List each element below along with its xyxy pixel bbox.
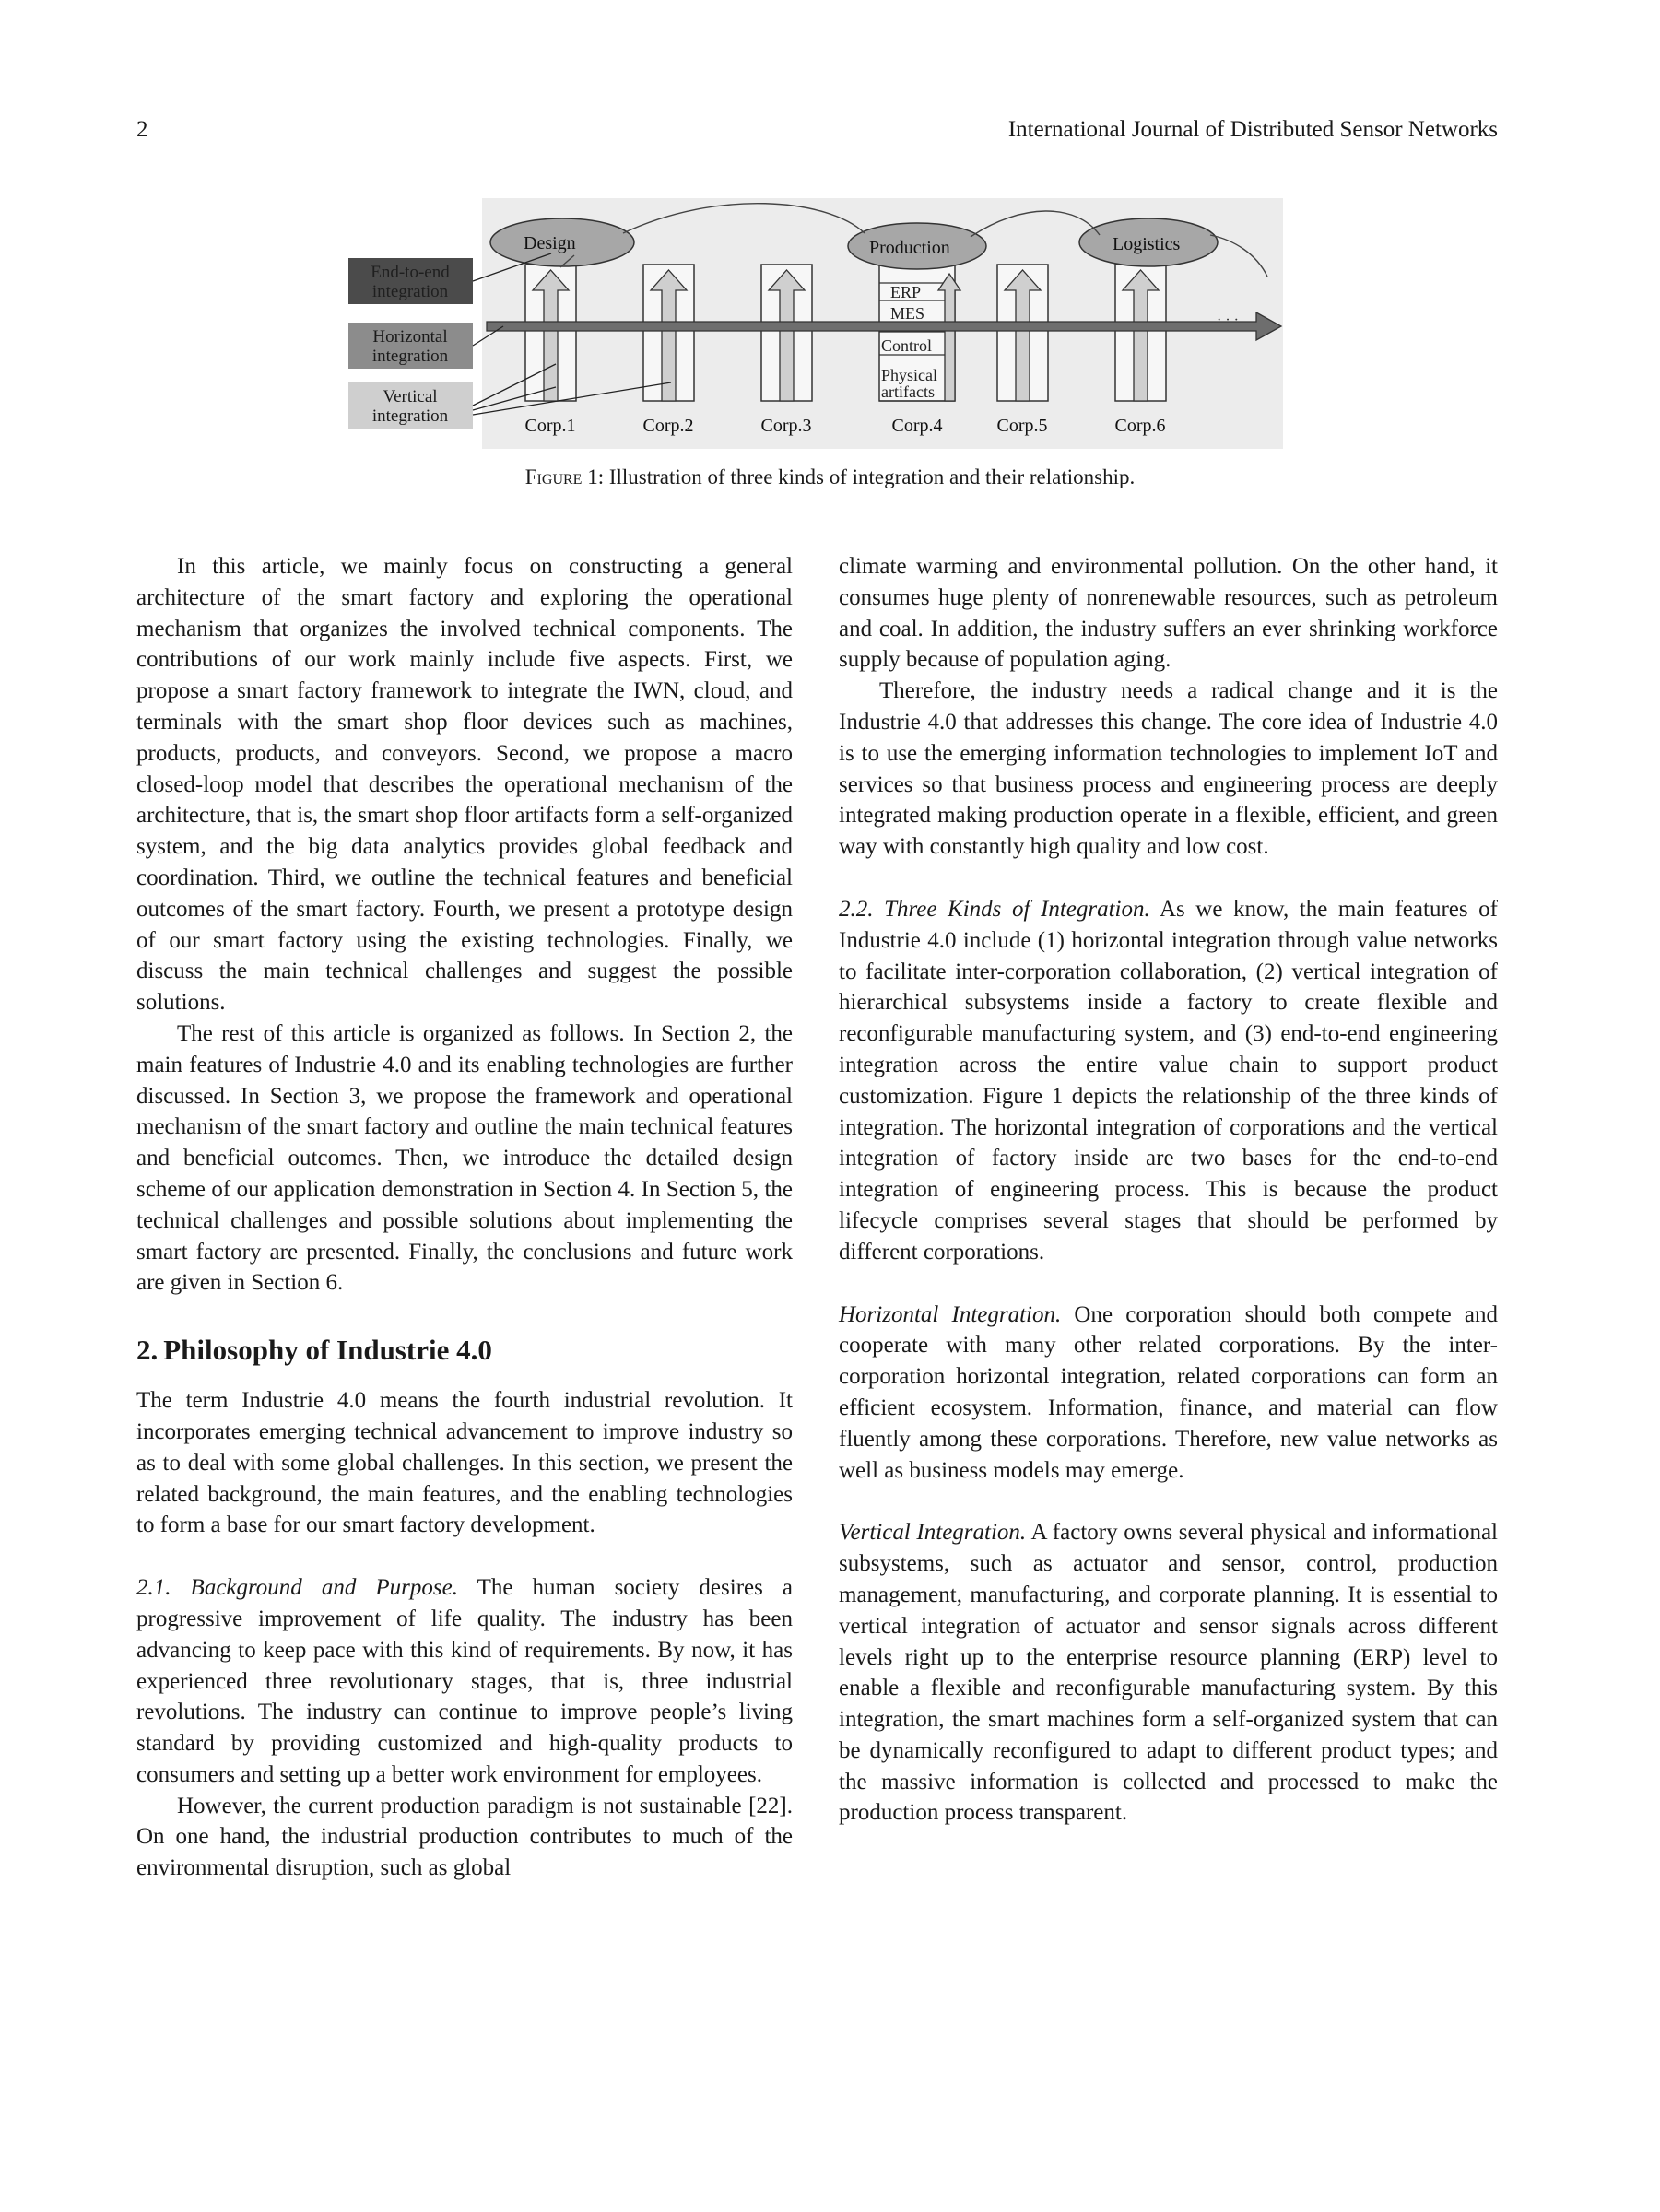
horizontal-label-line1: Horizontal	[372, 327, 448, 347]
continuation-ellipsis: · · ·	[1217, 312, 1239, 328]
section-2-heading	[136, 1334, 793, 1367]
figure-caption-label: Figure 1:	[524, 465, 605, 488]
left-column	[136, 551, 793, 1884]
stage-label-design: Design	[524, 233, 576, 253]
vertical-integration-paragraph	[839, 1517, 1498, 1829]
vertical-label-line2: integration	[371, 406, 449, 426]
layer-label-artifacts: artifacts	[881, 382, 935, 401]
left-paragraph-5: However, the current production paradigm is not sustainable [22]. On one hand, the industrial production contributes to much of the environmental disruption, such as global	[136, 1793, 793, 1881]
subsection-2-1-text: The human society desires a progressive improvement of life quality. The industry has been advancing to keep pace with this kind of requirements. By now, it has experienced three revolutionary stages, that is, three industrial revolutions. The industry can continue to improve people’s living standard by providing customized and high-quality products to consumers and setting up a better work environment for employees.	[136, 1575, 793, 1787]
corp-label-5: Corp.5	[996, 416, 1048, 436]
section-2-title: Philosophy of Industrie 4.0	[163, 1334, 492, 1367]
vertical-integration-text: A factory owns several physical and informational subsystems, such as actuator and sensor, control, production management, manufacturing, and corporate planning. It is essential to vertical integration of actuator and sensor signals across different levels right up to the enterprise resource planning (ERP) level to enable a flexible and reconfigurable manufacturing system. By this integration, the smart machines form a self-organized system that can be dynamically reconfigured to adapt to different product types; and the massive information is collected and processed to make the production process transparent.	[839, 1520, 1498, 1826]
end-to-end-label-line2: integration	[371, 282, 449, 301]
figure-1-diagram	[348, 198, 1283, 449]
layer-label-mes: MES	[890, 304, 925, 323]
right-paragraph-2: Therefore, the industry needs a radical change and it is the Industrie 4.0 that addresses this change. The core idea of Industrie 4.0 is to use the emerging information technologies to implement IoT and services so that business process and engineering process are deeply integrated making production operate in a flexible, efficient, and green way with constantly high quality and low cost.	[839, 678, 1498, 860]
corp-label-6: Corp.6	[1114, 416, 1166, 436]
right-paragraph-1: climate warming and environmental pollution. On the other hand, it consumes huge plenty of nonrenewable resources, such as petroleum and coal. In addition, the industry suffers an ever shrinking workforce supply because of population aging.	[839, 554, 1498, 673]
horizontal-integration-heading: Horizontal Integration.	[839, 1301, 1062, 1327]
layer-label-control: Control	[881, 336, 933, 355]
left-paragraph-2: The rest of this article is organized as follows. In Section 2, the main features of Industrie 4.0 and its enabling technologies are further discussed. In Section 3, we propose the framework and operational mechanism of the smart factory and outline the main technical features and beneficial outcomes. Then, we introduce the detailed design scheme of our application demonstration in Section 4. In Section 5, the technical challenges and possible solutions about implementing the smart factory are presented. Finally, the conclusions and future work are given in Section 6.	[136, 1020, 793, 1296]
section-2-number: 2.	[136, 1334, 159, 1367]
subsection-2-1-heading: 2.1. Background and Purpose.	[136, 1575, 458, 1601]
vertical-label-line1: Vertical	[383, 387, 438, 406]
figure-caption	[0, 465, 1660, 489]
end-to-end-label-line1: End-to-end	[371, 263, 450, 282]
stage-label-logistics: Logistics	[1113, 234, 1181, 254]
right-column	[839, 551, 1498, 1829]
page-number: 2	[136, 117, 148, 142]
left-paragraph-3: The term Industrie 4.0 means the fourth industrial revolution. It incorporates emerging technical advancement to improve industry so as to deal with some global challenges. In this section, we present the related background, the main features, and the enabling technologies to form a base for our smart factory development.	[136, 1388, 793, 1538]
layer-label-physical: Physical	[881, 366, 937, 384]
stage-label-production: Production	[869, 238, 950, 258]
subsection-2-2-text: As we know, the main features of Industrie 4.0 include (1) horizontal integration through value networks to facilitate inter-corporation collaboration, (2) vertical integration of hierarchical subsystems inside a factory to create flexible and reconfigurable manufacturing system, and (3) end-to-end engineering integration across the entire value chain to support product customization. Figure 1 depicts the relationship of the three kinds of integration. The horizontal integration of corporations and the vertical integration of factory inside are two bases for the end-to-end integration of engineering process. This is because the product lifecycle comprises several stages that should be performed by different corporations.	[839, 896, 1498, 1265]
subsection-2-2-heading: 2.2. Three Kinds of Integration.	[839, 896, 1150, 922]
subsection-2-2-paragraph	[839, 894, 1498, 1268]
subsection-2-1-paragraph	[136, 1572, 793, 1791]
corp-label-1: Corp.1	[524, 416, 576, 436]
journal-title: International Journal of Distributed Sensor Networks	[1007, 117, 1498, 142]
corp-label-2: Corp.2	[642, 416, 694, 436]
layer-label-erp: ERP	[890, 283, 922, 301]
figure-caption-text: Illustration of three kinds of integration and their relationship.	[604, 465, 1136, 488]
horizontal-integration-text: One corporation should both compete and cooperate with many other related corporations. By the inter-corporation horizontal integration, related corporations can form an efficient ecosystem. Information, finance, and material can flow fluently among these corporations. Therefore, new value networks as well as business models may emerge.	[839, 1301, 1498, 1483]
corp-label-4: Corp.4	[891, 416, 943, 436]
horizontal-integration-paragraph	[839, 1300, 1498, 1487]
horizontal-label-line2: integration	[371, 347, 449, 366]
left-paragraph-1: In this article, we mainly focus on constructing a general architecture of the smart factory and exploring the operational mechanism that organizes the involved technical components. The contributions of our work mainly include five aspects. First, we propose a smart factory framework to integrate the IWN, cloud, and terminals with the smart shop floor devices such as machines, products, products, and conveyors. Second, we propose a macro closed-loop model that describes the operational mechanism of the architecture, that is, the smart shop floor artifacts form a self-organized system, and the big data analytics provides global feedback and coordination. Third, we outline the technical features and beneficial outcomes of the smart factory. Fourth, we present a prototype design of our smart factory using the existing technologies. Finally, we discuss the main technical challenges and suggest the possible solutions.	[136, 554, 793, 1016]
vertical-integration-heading: Vertical Integration.	[839, 1520, 1027, 1546]
corp-label-3: Corp.3	[760, 416, 812, 436]
